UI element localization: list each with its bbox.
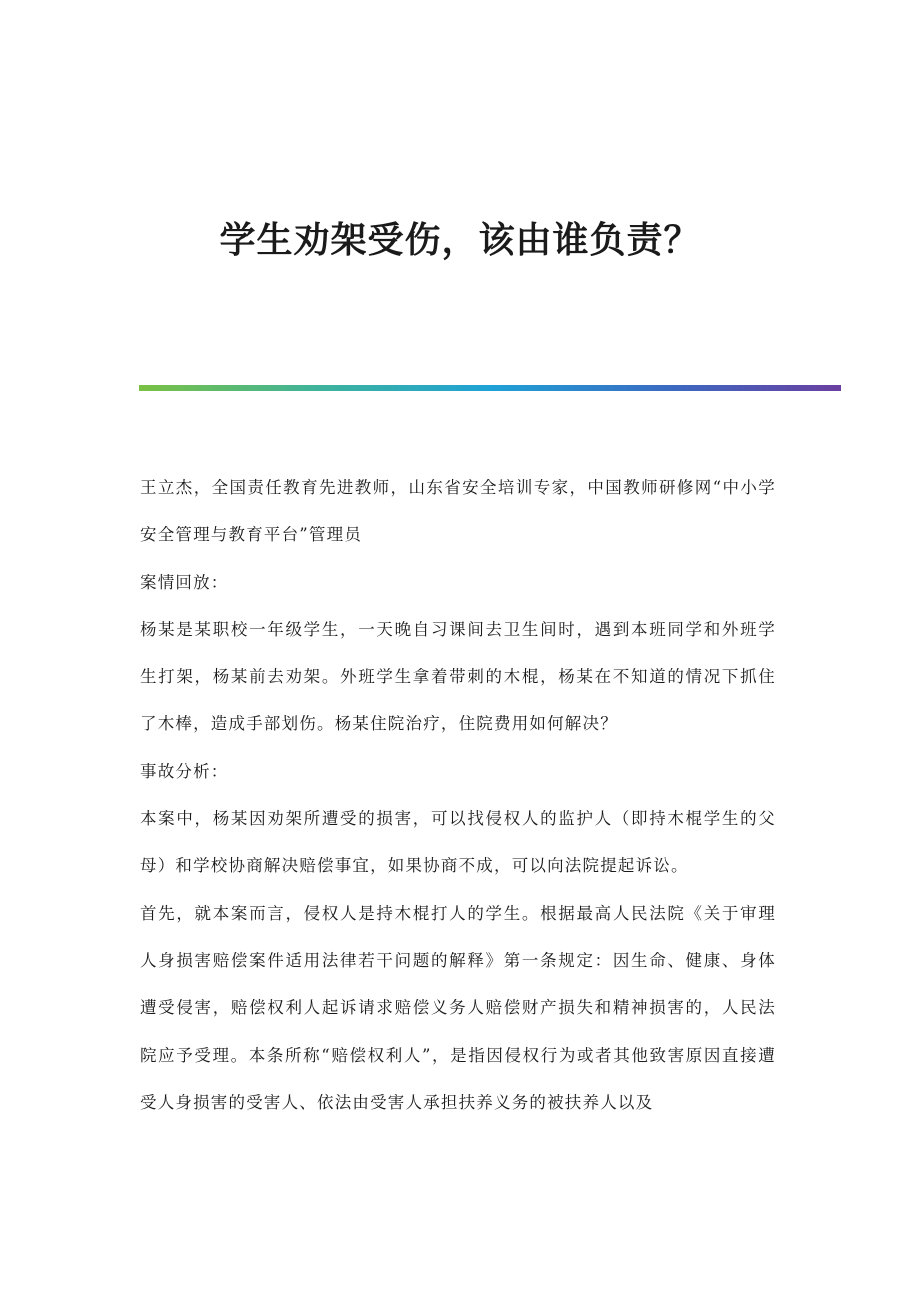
case-review-heading: 案情回放： (140, 572, 229, 592)
page-title: 学生劝架受伤，该由谁负责？ (219, 219, 701, 261)
document-body (140, 464, 776, 1126)
analysis-paragraph: 本案中，杨某因劝架所遭受的损害，可以找侵权人的监护人（即持木棍学生的父母）和学校协商解决赔偿事宜，如果协商不成，可以向法院提起诉讼。 (140, 809, 776, 876)
accident-analysis-heading: 事故分析： (140, 761, 229, 781)
author-bio-paragraph: 王立杰，全国责任教育先进教师，山东省安全培训专家，中国教师研修网“中小学安全管理与教育平台”管理员 (140, 478, 776, 545)
legal-basis-paragraph: 首先，就本案而言，侵权人是持木棍打人的学生。根据最高人民法院《关于审理人身损害赔偿案件适用法律若干问题的解释》第一条规定：因生命、健康、身体遭受侵害，赔偿权利人起诉请求赔偿义务人赔偿财产损失和精神损害的，人民法院应予受理。本条所称“赔偿权利人”，是指因侵权行为或者其他致害原因直接遭受人身损害的受害人、依法由受害人承担扶养义务的被扶养人以及 (140, 903, 776, 1112)
title-divider (139, 385, 841, 391)
case-description-paragraph: 杨某是某职校一年级学生，一天晚自习课间去卫生间时，遇到本班同学和外班学生打架，杨某前去劝架。外班学生拿着带刺的木棍，杨某在不知道的情况下抓住了木棒，造成手部划伤。杨某住院治疗，住院费用如何解决？ (140, 619, 776, 734)
